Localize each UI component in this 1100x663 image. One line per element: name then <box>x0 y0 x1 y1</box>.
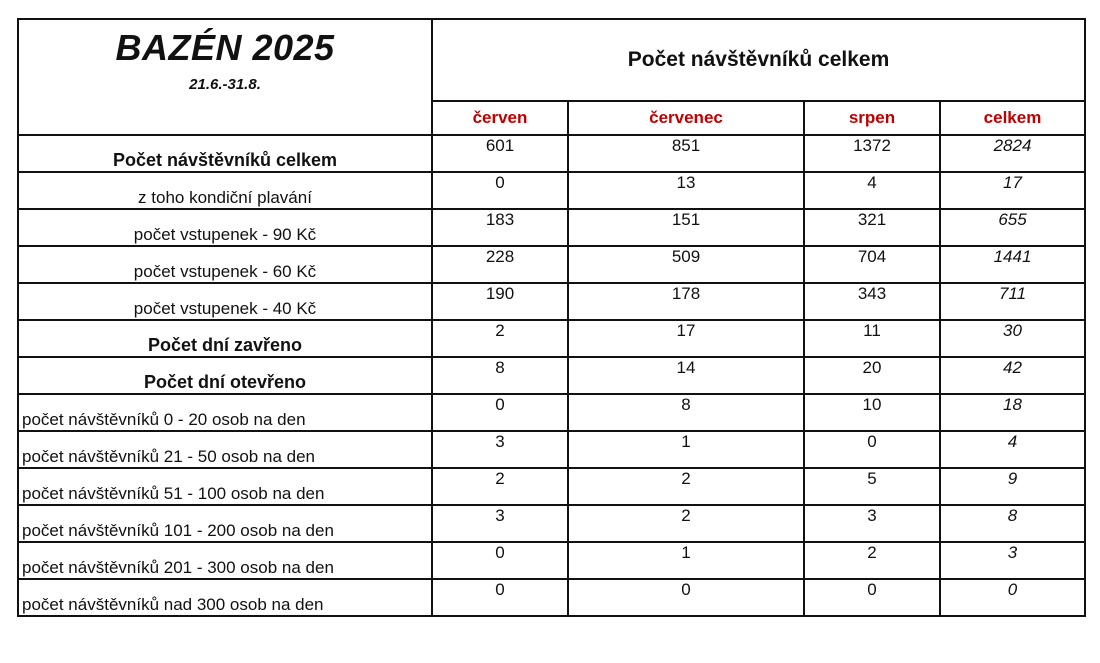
cell-total: 9 <box>940 468 1085 505</box>
cell-august: 20 <box>804 357 940 394</box>
table-row <box>18 246 1085 283</box>
cell-total: 0 <box>940 579 1085 616</box>
cell-july: 14 <box>568 357 804 394</box>
cell-june: 228 <box>432 246 568 283</box>
cell-june: 601 <box>432 135 568 172</box>
cell-august: 704 <box>804 246 940 283</box>
cell-total: 30 <box>940 320 1085 357</box>
table-row <box>18 468 1085 505</box>
page-title: BAZÉN 2025 <box>115 27 335 68</box>
season-period: 21.6.-31.8. <box>189 76 261 93</box>
row-label: počet návštěvníků 101 - 200 osob na den <box>18 505 432 542</box>
cell-total: 18 <box>940 394 1085 431</box>
group-header: Počet návštěvníků celkem <box>432 19 1085 101</box>
cell-july: 13 <box>568 172 804 209</box>
table-row <box>18 394 1085 431</box>
table-row <box>18 320 1085 357</box>
column-header-june: červen <box>432 101 568 135</box>
table-row <box>18 357 1085 394</box>
cell-june: 0 <box>432 394 568 431</box>
column-header-august: srpen <box>804 101 940 135</box>
cell-august: 343 <box>804 283 940 320</box>
row-label: počet vstupenek - 60 Kč <box>18 246 432 283</box>
table-row <box>18 431 1085 468</box>
cell-total: 1441 <box>940 246 1085 283</box>
cell-june: 0 <box>432 542 568 579</box>
header-row-top <box>18 19 1085 101</box>
cell-total: 3 <box>940 542 1085 579</box>
cell-july: 178 <box>568 283 804 320</box>
cell-august: 10 <box>804 394 940 431</box>
row-label: počet vstupenek - 40 Kč <box>18 283 432 320</box>
row-label: počet návštěvníků 201 - 300 osob na den <box>18 542 432 579</box>
cell-august: 1372 <box>804 135 940 172</box>
cell-august: 11 <box>804 320 940 357</box>
cell-july: 17 <box>568 320 804 357</box>
cell-july: 2 <box>568 505 804 542</box>
cell-total: 4 <box>940 431 1085 468</box>
cell-total: 8 <box>940 505 1085 542</box>
cell-june: 3 <box>432 505 568 542</box>
cell-august: 0 <box>804 579 940 616</box>
cell-june: 0 <box>432 579 568 616</box>
row-label: Počet návštěvníků celkem <box>18 135 432 172</box>
cell-august: 5 <box>804 468 940 505</box>
cell-july: 851 <box>568 135 804 172</box>
cell-august: 4 <box>804 172 940 209</box>
cell-july: 2 <box>568 468 804 505</box>
cell-total: 2824 <box>940 135 1085 172</box>
visitor-statistics-table <box>17 18 1086 617</box>
table-row <box>18 135 1085 172</box>
row-label: Počet dní otevřeno <box>18 357 432 394</box>
cell-june: 2 <box>432 468 568 505</box>
cell-total: 655 <box>940 209 1085 246</box>
cell-june: 183 <box>432 209 568 246</box>
cell-july: 8 <box>568 394 804 431</box>
cell-august: 0 <box>804 431 940 468</box>
cell-july: 509 <box>568 246 804 283</box>
table-row <box>18 505 1085 542</box>
column-header-total: celkem <box>940 101 1085 135</box>
cell-july: 151 <box>568 209 804 246</box>
row-label: z toho kondiční plavání <box>18 172 432 209</box>
column-header-july: červenec <box>568 101 804 135</box>
cell-august: 321 <box>804 209 940 246</box>
table-row <box>18 542 1085 579</box>
cell-june: 3 <box>432 431 568 468</box>
cell-total: 42 <box>940 357 1085 394</box>
row-label: počet návštěvníků 21 - 50 osob na den <box>18 431 432 468</box>
cell-total: 17 <box>940 172 1085 209</box>
cell-august: 2 <box>804 542 940 579</box>
cell-july: 1 <box>568 542 804 579</box>
row-label: Počet dní zavřeno <box>18 320 432 357</box>
table-row <box>18 579 1085 616</box>
row-label: počet návštěvníků nad 300 osob na den <box>18 579 432 616</box>
table-row <box>18 209 1085 246</box>
cell-july: 1 <box>568 431 804 468</box>
cell-total: 711 <box>940 283 1085 320</box>
title-cell <box>18 19 432 135</box>
cell-july: 0 <box>568 579 804 616</box>
cell-june: 2 <box>432 320 568 357</box>
cell-june: 0 <box>432 172 568 209</box>
table-row <box>18 283 1085 320</box>
cell-june: 8 <box>432 357 568 394</box>
row-label: počet návštěvníků 51 - 100 osob na den <box>18 468 432 505</box>
row-label: počet vstupenek - 90 Kč <box>18 209 432 246</box>
table-row <box>18 172 1085 209</box>
row-label: počet návštěvníků 0 - 20 osob na den <box>18 394 432 431</box>
cell-june: 190 <box>432 283 568 320</box>
cell-august: 3 <box>804 505 940 542</box>
